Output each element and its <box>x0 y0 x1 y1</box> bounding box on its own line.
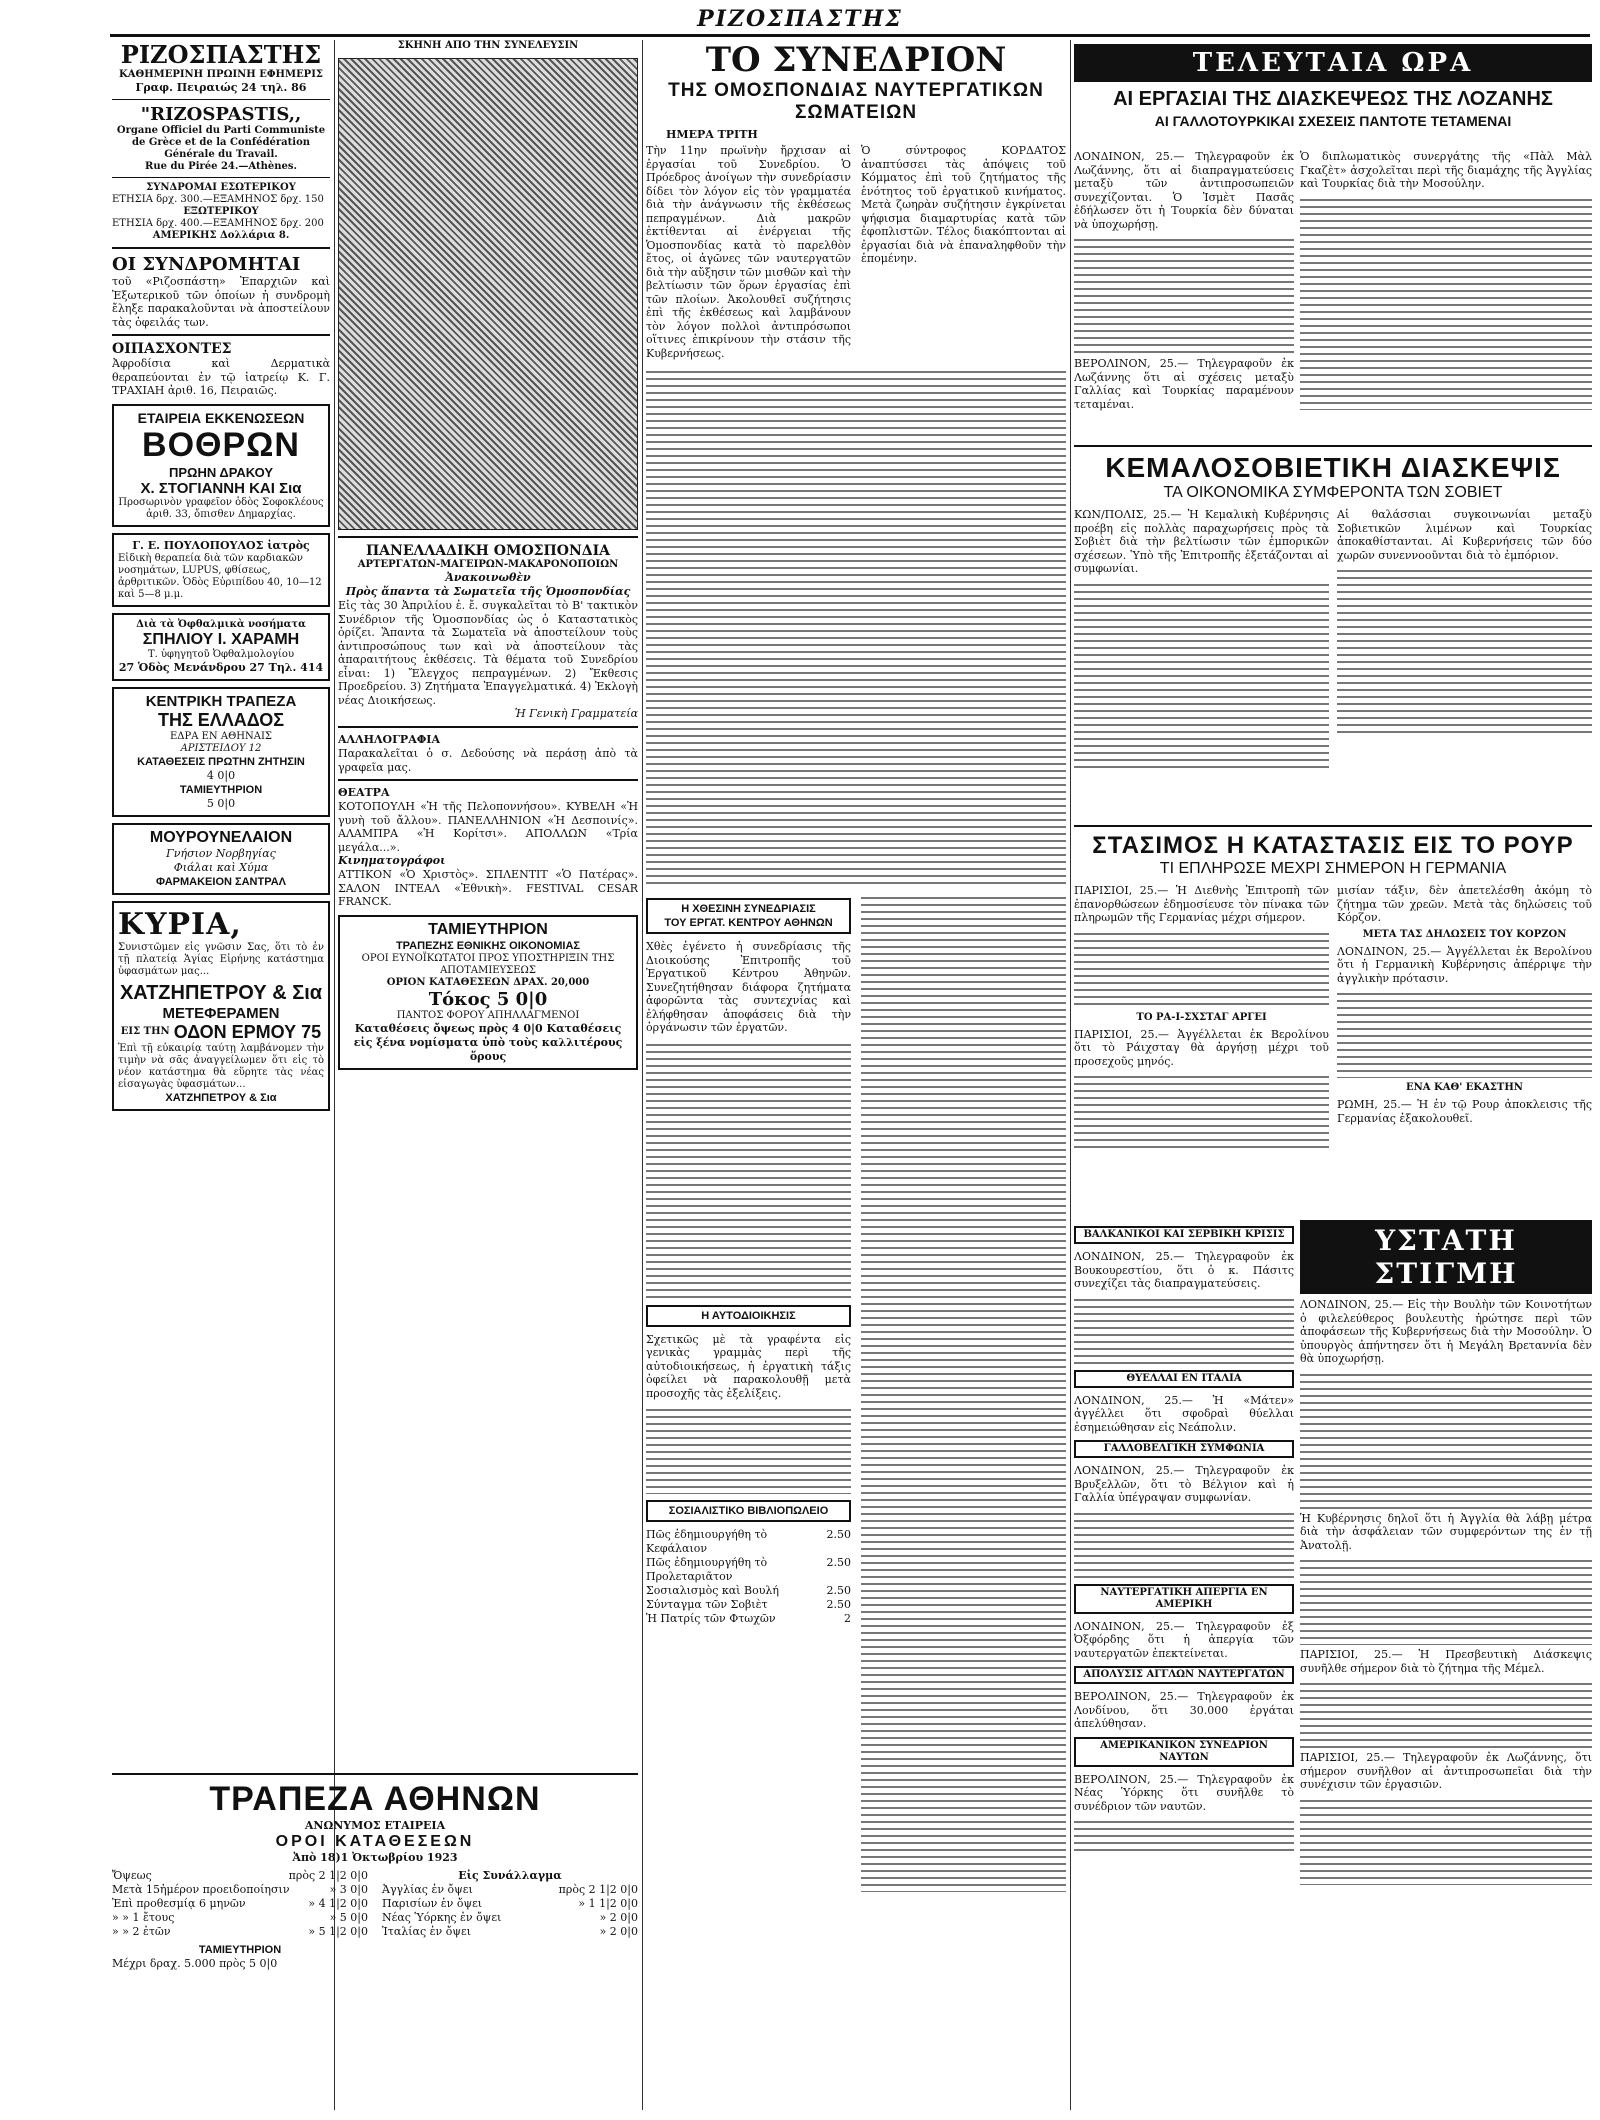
ad-bank-seat: ΕΔΡΑ ΕΝ ΑΘΗΝΑΙΣ <box>169 730 272 742</box>
congress-title: ΤΟ ΣΥΝΕΔΡΙΟΝ <box>705 40 1007 80</box>
labour-centre-head: Η ΧΘΕΣΙΝΗ ΣΥΝΕΔΡΙΑΣΙΣ ΤΟΥ ΕΡΓΑΤ. ΚΕΝΤΡΟΥ ΑΘΗΝΩΝ <box>646 898 851 934</box>
bank-athens-rates <box>112 1869 638 1971</box>
column-rule <box>1070 40 1071 2110</box>
ad-doctor-text: Εἰδικὴ θεραπεία διὰ τῶν καρδιακῶν νοσημάτων, LUPUS, φθίσεως, ἀρθριτικῶν. Ὁδὸς Εὐριπίδου 40, 10—12 καὶ 5—8 μ.μ. <box>118 552 322 600</box>
ad-codliver-name: ΜΟΥΡΟΥΝΕΛΑΙΟΝ <box>149 828 293 846</box>
bank-athens-fx-head: Εἰς Συνάλλαγμα <box>458 1869 562 1882</box>
congress-text2: Ὁ σύντροφος ΚΟΡΔΑΤΟΣ ἀναπτύσσει τὰς ἀπόψεις τοῦ Κόμματος ἐπὶ τοῦ ζητήματος τῆς ἑνότητος τοῦ ἐργατικοῦ κινήματος. Μετὰ ζωηρὰν συζήτησιν ἐγκρίνεται ψήφισμα διαμαρτυρίας κατὰ τῶν ἐφοπλιστῶν. Τέλος διακόπτονται αἱ ἐργασίαι διὰ νὰ ἐπαναληφθοῦν τὴν ἑπομένην. <box>861 144 1066 265</box>
subscriptions-line: ΕΤΗΣΙΑ δρχ. 400.—ΕΞΑΜΗΝΟΣ δρχ. 200 <box>112 218 324 229</box>
divider <box>112 247 330 249</box>
kemal-text: ΚΩΝ/ΠΟΛΙΣ, 25.— Ἡ Κεμαλικὴ Κυβέρνησις προέβη εἰς πολλὰς παραχωρήσεις πρὸς τὰ Σοβιὲτ διὰ τὴν βελτίωσιν τῶν ἐμπορικῶν σχέσεων. Ὑπὸ τῆς Ἐπιτροπῆς ἐξετάζονται αἱ συμφωνίαι. <box>1074 508 1329 575</box>
fed-title: ΠΑΝΕΛΛΑΔΙΚΗ ΟΜΟΣΠΟΝΔΙΑ <box>365 543 611 559</box>
book-row: Ἡ Πατρίς τῶν Φτωχῶν 2 <box>646 1612 851 1625</box>
congress-text-continued <box>646 366 1066 886</box>
ad-eye-address: 27 Ὁδὸς Μενάνδρου 27 Τηλ. 414 <box>118 660 324 674</box>
kemal-body <box>1074 508 1592 769</box>
labour-centre-continued <box>646 1039 851 1299</box>
bookshop-head: ΣΟΣΙΑΛΙΣΤΙΚΟ ΒΙΒΛΙΟΠΩΛΕΙΟ <box>646 1500 851 1522</box>
floods-head: ΘΥΕΛΛΑΙ ΕΝ ΙΤΑΛΙΑ <box>1074 1370 1294 1388</box>
ruhr-text: ΠΑΡΙΣΙΟΙ, 25.— Ἡ Διεθνὴς Ἐπιτροπὴ τῶν ἐπανορθώσεων ἐδημοσίευσε τὸν πίνακα τῶν πληρωμῶν τῆς Γερμανίας μέχρι σήμερον. <box>1074 884 1329 924</box>
ad-doctor <box>112 533 330 607</box>
labour-centre-column <box>646 892 851 1892</box>
ruhr-continued2 <box>1074 1071 1329 1151</box>
ad-eye <box>112 613 330 681</box>
self-government-text: Σχετικῶς μὲ τὰ γραφέντα εἰς γενικὰς γραμμὰς περὶ τῆς αὐτοδιοικήσεως, ἡ ἐργατικὴ τάξις ὀφείλει νὰ παρακολουθῇ μετὰ προσοχῆς τὰς ἐξελίξεις. <box>646 1332 851 1400</box>
layoff-head: ΑΠΟΛΥΣΙΣ ΑΓΓΛΩΝ ΝΑΥΤΕΡΓΑΤΩΝ <box>1074 1666 1294 1684</box>
ad-kyria-text: Συνιστῶμεν εἰς γνῶσιν Σας, ὅτι τὸ ἐν τῇ πλατείᾳ Ἁγίας Εἰρήνης κατάστημα ὑφασμάτων μας... <box>118 941 324 977</box>
subscriptions-head-foreign: ΕΞΩΤΕΡΙΚΟΥ <box>183 206 259 217</box>
column-congress <box>646 40 1066 2110</box>
cinema-text: ΑΤΤΙΚΟΝ «Ὁ Χριστὸς». ΣΠΛΕΝΤΙΤ «Ὁ Πατέρας». ΣΑΛΟΝ ΙΝΤΕΑΛ «Ἐθνικὴ». FESTIVAL CESAR FRANCK. <box>338 868 638 908</box>
ad-bank-rate2: 5 0|0 <box>206 796 236 810</box>
column-lausanne-right <box>1300 150 1592 410</box>
layoff-text: ΒΕΡΟΛΙΝΟΝ, 25.— Τηλεγραφοῦν ἐκ Λονδίνου, ὅτι 30.000 ἐργάται ἀπελύθησαν. <box>1074 1690 1294 1730</box>
congress-subtitle: ΤΗΣ ΟΜΟΣΠΟΝΔΙΑΣ ΝΑΥΤΕΡΓΑΤΙΚΩΝ ΣΩΜΑΤΕΙΩΝ <box>668 80 1044 123</box>
lausanne-text2: ΒΕΡΟΛΙΝΟΝ, 25.— Τηλεγραφοῦν ἐκ Λωζάννης ὅτι αἱ σχέσεις μεταξὺ Γαλλίας καὶ Τουρκίας παραμένουν τεταμέναι. <box>1074 357 1294 411</box>
rate-row: Ἀγγλίας ἐν ὄψει πρὸς 2 1|2 0|0 <box>382 1883 638 1896</box>
kemal-section <box>1074 440 1592 769</box>
kemal-col-right <box>1337 508 1592 769</box>
ruhr-section <box>1074 820 1592 1151</box>
sav-tax: ΠΑΝΤΟΣ ΦΟΡΟΥ ΑΠΗΛΛΑΓΜΕΝΟΙ <box>396 1009 580 1021</box>
kemal-title: ΚΕΜΑΛΟΣΟΒΙΕΤΙΚΗ ΔΙΑΣΚΕΨΙΣ <box>1105 452 1561 483</box>
book-row: Σύνταγμα τῶν Σοβιὲτ 2.50 <box>646 1598 851 1611</box>
paper-latin-title: "RIZOSPASTIS,, <box>140 104 302 125</box>
ad-bank-savings: ΤΑΜΙΕΥΤΗΡΙΟΝ <box>179 783 263 796</box>
divider <box>112 177 330 178</box>
divider <box>338 779 638 781</box>
last-hour-section <box>1074 44 1592 129</box>
ad-eye-head: Διὰ τὰ Ὀφθαλμικὰ νοσήματα <box>136 618 306 630</box>
subscriptions-line: ΑΜΕΡΙΚΗΣ Δολλάρια 8. <box>152 230 290 241</box>
divider <box>338 536 638 538</box>
correspondence-text: Παρακαλεῖται ὁ σ. Δεδούσης νὰ περάσῃ ἀπὸ τὰ γραφεῖα μας. <box>338 747 638 774</box>
theatre-text: ΚΟΤΟΠΟΥΛΗ «Ἡ τῆς Πελοποννήσου». ΚΥΒΕΛΗ «Ἡ γυνὴ τοῦ ἄλλου». ΠΑΝΕΛΛΗΝΙΟΝ «Ἡ Δεσποινίς». ΑΛΑΜΠΡΑ «Ἡ Κορίτσι». ΑΠΟΛΛΩΝ «Τρία μεγάλα...». <box>338 800 638 854</box>
column-last-moment <box>1300 1220 1592 2110</box>
sav-title: ΤΑΜΙΕΥΤΗΡΙΟΝ <box>428 920 548 938</box>
last-moment-continued4 <box>1300 1795 1592 1885</box>
rate-row: Παρισίων ἐν ὄψει » 1 1|2 0|0 <box>382 1897 638 1910</box>
ad-bank-athens <box>112 1768 638 1971</box>
ad-hatzi-sign: ΧΑΤΖΗΠΕΤΡΟΥ & Σια <box>165 1091 277 1104</box>
subscribers-text: τοῦ «Ριζοσπάστη» Ἐπαρχιῶν καὶ Ἐξωτερικοῦ τῶν ὁποίων ἡ συνδρομὴ ἔληξε παρακαλοῦνται νὰ ἀποστείλουν τὰς ὀφειλάς των. <box>112 275 330 329</box>
lausanne-right-text: Ὁ διπλωματικὸς συνεργάτης τῆς «Πὰλ Μὰλ Γκαζὲτ» ἀσχολεῖται περὶ τῆς διαμάχης τῆς Ἀγγλίας καὶ Τουρκίας διὰ τὴν Μοσούλην. <box>1300 150 1592 190</box>
last-hour-subhead: ΑΙ ΓΑΛΛΟΤΟΥΡΚΙΚΑΙ ΣΧΕΣΕΙΣ ΠΑΝΤΟΤΕ ΤΕΤΑΜΕΝΑΙ <box>1154 113 1512 129</box>
last-hour-banner: ΤΕΛΕΥΤΑΙΑ ΩΡΑ <box>1074 44 1592 82</box>
last-moment-continued3 <box>1300 1678 1592 1748</box>
last-hour-headline: ΑΙ ΕΡΓΑΣΙΑΙ ΤΗΣ ΔΙΑΣΚΕΨΕΩΣ ΤΗΣ ΛΟΖΑΝΗΣ <box>1113 88 1553 110</box>
rate-row: Μετὰ 15ἡμέρον προειδοποίησιν » 3 0|0 <box>112 1883 368 1896</box>
ad-vothron-title: ΒΟΘΡΩΝ <box>142 425 300 464</box>
paper-latin-address: Rue du Pirée 24.—Athènes. <box>145 161 297 172</box>
fed-announcement2: Πρὸς ἅπαντα τὰ Σωματεῖα τῆς Ὁμοσπονδίας <box>345 585 631 598</box>
rate-row: Νέας Ὑόρκης ἐν ὄψει » 2 0|0 <box>382 1911 638 1924</box>
daily-head: ΕΝΑ ΚΑΘ' ΕΚΑΣΤΗΝ <box>1406 1082 1523 1093</box>
ad-codliver-sub2: Φιάλαι καὶ Χύμα <box>173 860 269 874</box>
kemal-col-left <box>1074 508 1329 769</box>
ad-kyria: ΚΥΡΙΑ, <box>118 906 242 942</box>
balkan-continued <box>1074 1294 1294 1364</box>
bank-athens-deposits <box>112 1869 368 1971</box>
congress-day: ΗΜΕΡΑ ΤΡΙΤΗ <box>666 128 758 141</box>
ad-bank-deposits: ΚΑΤΑΘΕΣΕΙΣ ΠΡΩΤΗΝ ΖΗΤΗΣΙΝ <box>137 755 305 768</box>
ad-proin: ΠΡΩΗΝ ΔΡΑΚΟΥ <box>168 464 274 480</box>
lausanne-text1: ΛΟΝΔΙΝΟΝ, 25.— Τηλεγραφοῦν ἐκ Λωζάννης, ὅτι αἱ διαπραγματεύσεις μεταξὺ τῶν ἀντιπροσωπειῶν συνεχίζονται. Ὁ Ἰσμὲτ Πασᾶς ἐδήλωσεν ὅτι ἡ Τουρκία δὲν δύναται νὰ ὑποχωρήσῃ. <box>1074 150 1294 231</box>
sav-bank: ΤΡΑΠΕΖΗΣ ΕΘΝΙΚΗΣ ΟΙΚΟΝΟΜΙΑΣ <box>395 939 581 952</box>
bank-athens-savings: ΤΑΜΙΕΥΤΗΡΙΟΝ <box>198 1944 282 1956</box>
korzon-continued <box>1337 988 1592 1078</box>
book-row: Πῶς ἐδημιουργήθη τὸ Κεφάλαιον 2.50 <box>646 1528 851 1555</box>
opiasontes-head: ΟΙΠΑΣΧΟΝΤΕΣ <box>112 341 232 357</box>
ad-hatzi-name: ΧΑΤΖΗΠΕΤΡΟΥ & Σια <box>119 981 323 1004</box>
congress-continued-column <box>861 892 1066 1892</box>
floods-text: ΛΟΝΔΙΝΟΝ, 25.— Ἡ «Μάτεν» ἀγγέλλει ὅτι σφοδραὶ θύελλαι ἐσημειώθησαν εἰς Νεάπολιν. <box>1074 1393 1294 1434</box>
bank-athens-sub: ΑΝΩΝΥΜΟΣ ΕΤΑΙΡΕΙΑ <box>304 1819 446 1832</box>
ruhr-col-right <box>1337 884 1592 1151</box>
ad-odon-row <box>118 1022 324 1043</box>
ad-central-bank <box>112 687 330 817</box>
sav-terms: ΟΡΟΙ ΕΥΝΟΪΚΩΤΑΤΟΙ ΠΡΟΣ ΥΠΟΣΤΗΡΙΞΙΝ ΤΗΣ ΑΠΟΤΑΜΙΕΥΣΕΩΣ <box>361 952 615 976</box>
ruhr-title: ΣΤΑΣΙΜΟΣ Η ΚΑΤΑΣΤΑΣΙΣ ΕΙΣ ΤΟ ΡΟΥΡ <box>1092 832 1574 859</box>
last-moment-banner: ΥΣΤΑΤΗ ΣΤΙΓΜΗ <box>1300 1220 1592 1294</box>
divider <box>1074 445 1592 447</box>
last-moment-text: ΛΟΝΔΙΝΟΝ, 25.— Εἰς τὴν Βουλὴν τῶν Κοινοτήτων ὁ φιλελεύθερος βουλευτὴς ἠρώτησε περὶ τῶν ἀποφάσεων τῆς Κυβερνήσεως διὰ τὴν Μοσούλην. Ὁ ὑπουργὸς ἀπήντησεν ὅτι ἡ Μεγάλη Βρεταννία δὲν θὰ ὑποχωρήσῃ. <box>1300 1298 1592 1365</box>
ad-bank-address: ΑΡΙΣΤΕΙΔΟΥ 12 <box>180 742 262 754</box>
ad-stogianni-text: Προσωρινὸν γραφεῖον ὁδὸς Σοφοκλέους ἀριθ. 33, ὄπισθεν Δημαρχίας. <box>118 496 324 520</box>
ad-doctor-name: Γ. Ε. ΠΟΥΛΟΠΟΥΛΟΣ ἰατρὸς <box>132 538 310 552</box>
ad-stogianni: Χ. ΣΤΟΓΙΑΝΝΗ ΚΑΙ Σια <box>140 479 302 497</box>
self-government-continued <box>646 1404 851 1494</box>
fed-sign: Ἡ Γενικὴ Γραμματεία <box>514 707 638 720</box>
ad-eis-thn: ΕΙΣ ΤΗΝ <box>120 1026 170 1037</box>
last-moment-text3: ΠΑΡΙΣΙΟΙ, 25.— Ἡ Πρεσβευτικὴ Διάσκεψις συνῆλθε σήμερον διὰ τὸ ζήτημα τῆς Μέμελ. <box>1300 1648 1592 1675</box>
bank-athens-title: ΤΡΑΠΕΖΑ ΑΘΗΝΩΝ <box>209 1780 541 1818</box>
ad-odon: ΟΔΟΝ ΕΡΜΟΥ 75 <box>173 1021 322 1042</box>
fed-announcement: Ἀνακοινωθὲν <box>445 571 531 584</box>
ad-etaireia: ΕΤΑΙΡΕΙΑ ΕΚΚΕΝΩΣΕΩΝ <box>137 409 305 426</box>
congress-continued-text <box>861 892 1066 1892</box>
divider <box>112 334 330 336</box>
american-congress-continued <box>1074 1816 1294 1856</box>
ad-eye-sub: Τ. ὑφηγητοῦ Ὀφθαλμολογίου <box>147 648 295 660</box>
ruhr-col-left <box>1074 884 1329 1151</box>
korzon-text: ΛΟΝΔΙΝΟΝ, 25.— Ἀγγέλλεται ἐκ Βερολίνου ὅτι ἡ Γερμανικὴ Κυβέρνησις ἀπέρριψε τὴν ἀγγλικὴν πρότασιν. <box>1337 944 1592 985</box>
book-row: Σοσιαλισμὸς καὶ Βουλή 2.50 <box>646 1584 851 1597</box>
ruhr-subtitle: ΤΙ ΕΠΛΗΡΩΣΕ ΜΕΧΡΙ ΣΗΜΕΡΟΝ Η ΓΕΡΜΑΝΙΑ <box>1159 860 1507 877</box>
paper-title: ΡΙΖΟΣΠΑΣΤΗΣ <box>120 40 322 69</box>
subscriptions-line: ΕΤΗΣΙΑ δρχ. 300.—ΕΞΑΜΗΝΟΣ δρχ. 150 <box>112 194 324 205</box>
ad-codliver-pharmacy: ΦΑΡΜΑΚΕΙΟΝ ΣΑΝΤΡΑΛ <box>155 875 287 888</box>
masthead-rule <box>110 34 1590 37</box>
american-congress-text: ΒΕΡΟΛΙΝΟΝ, 25.— Τηλεγραφοῦν ἐκ Νέας Ὑόρκης ὅτι συνῆλθε τὸ συνέδριον τῶν ναυτῶν. <box>1074 1772 1294 1813</box>
rate-row: » » 2 ἐτῶν » 5 1|2 0|0 <box>112 1925 368 1938</box>
column-short-news <box>1074 1220 1294 2110</box>
ad-bank-name2: ΤΗΣ ΕΛΛΑΔΟΣ <box>157 709 285 730</box>
ad-metefer: ΜΕΤΕΦΕΡΑΜΕΝ <box>162 1004 280 1022</box>
franco-belgian-head: ΓΑΛΛΟΒΕΛΓΙΚΗ ΣΥΜΦΩΝΙΑ <box>1074 1440 1294 1458</box>
masthead: ΡΙΖΟΣΠΑΣΤΗΣ <box>697 6 903 32</box>
congress-body <box>646 144 1066 360</box>
correspondence-head: ΑΛΛΗΛΟΓΡΑΦΙΑ <box>338 733 440 746</box>
congress-text1: Τὴν 11ην πρωϊνὴν ἤρχισαν αἱ ἐργασίαι τοῦ Συνεδρίου. Ὁ Πρόεδρος ἀνοίγων τὴν συνεδρίασιν δίδει τὸν λόγον εἰς τὸν γραμματέα διὰ τὴν ἀνάγνωσιν τῆς ἐκθέσεως πεπραγμένων. Διὰ μακρῶν ἐκτίθενται αἱ ἐνέργειαι τῆς Ὁμοσπονδίας κατὰ τὸ παρελθὸν ἔτος, οἱ ἀγῶνες τῶν ναυτεργατῶν διὰ τὴν αὔξησιν τῶν μισθῶν καὶ τὴν βελτίωσιν τῶν ὅρων ἐργασίας ἐπὶ τῶν πλοίων. Ἀκολουθεῖ συζήτησις ἐπὶ τῆς ἐκθέσεως καὶ λαμβάνουν τὸν λόγον πολλοὶ ἀντιπρόσωποι οἵτινες ἐπικρίνουν τὴν στάσιν τῆς Κυβερνήσεως. <box>646 144 851 360</box>
rate-row: Ἰταλίας ἐν ὄψει » 2 0|0 <box>382 1925 638 1938</box>
photo-caption: ΣΚΗΝΗ ΑΠΟ ΤΗΝ ΣΥΝΕΛΕΥΣΙΝ <box>397 40 579 51</box>
congress-photo <box>338 58 638 530</box>
bank-athens-terms: ΟΡΟΙ ΚΑΤΑΘΕΣΕΩΝ <box>275 1833 475 1850</box>
divider <box>1074 825 1592 827</box>
lausanne-continued <box>1074 234 1294 354</box>
subscriptions-head: ΣΥΝΔΡΟΜΑΙ ΕΣΩΤΕΡΙΚΟΥ <box>146 182 296 193</box>
divider <box>112 1773 638 1775</box>
bank-athens-fx <box>382 1869 638 1971</box>
bank-athens-savings-line: Μέχρι δραχ. 5.000 πρὸς 5 0|0 <box>112 1957 278 1970</box>
fed-subtitle: ΑΡΤΕΡΓΑΤΩΝ-ΜΑΓΕΙΡΩΝ-ΜΑΚΑΡΟΝΟΠΟΙΩΝ <box>357 559 619 570</box>
lausanne-right-continued <box>1300 194 1592 411</box>
rate-row: Ὄψεως πρὸς 2 1|2 0|0 <box>112 1869 368 1882</box>
us-strike-head: ΝΑΥΤΕΡΓΑΤΙΚΗ ΑΠΕΡΓΙΑ ΕΝ ΑΜΕΡΙΚΗ <box>1074 1584 1294 1614</box>
kemal-right-text: Αἱ θαλάσσιαι συγκοινωνίαι μεταξὺ Σοβιετικῶν λιμένων καὶ Τουρκίας ἀποκαθίστανται. Αἱ Κυβερνήσεις τῶν δύο χωρῶν συνεννοοῦνται διὰ τὸ ἐμπόριον. <box>1337 508 1592 562</box>
book-row: Πῶς ἐδημιουργήθη τὸ Προλεταριᾶτον 2.50 <box>646 1556 851 1583</box>
theatre-head: ΘΕΑΤΡΑ <box>338 786 390 799</box>
ruhr-note: ΤΟ ΡΑ-Ι-ΣΧΣΤΑΓ ΑΡΓΕΙ <box>1136 1011 1267 1023</box>
sav-rate: Τόκος 5 0|0 <box>428 988 548 1010</box>
congress-lower <box>646 892 1066 1892</box>
fed-text: Εἰς τὰς 30 Ἀπριλίου ἐ. ἔ. συγκαλεῖται τὸ Β' τακτικὸν Συνέδριον τῆς Ὁμοσπονδίας ὡς ὁ Καταστατικὸς ὁρίζει. Ἅπαντα τὰ Σωματεῖα νὰ ἀποστείλουν τοὺς ἀντιπροσώπους των καὶ νὰ ἀποστείλουν τὰς ἀπαραιτήτους ἐκθέσεις. Τὰ θέματα τοῦ Συνεδρίου εἶναι: 1) Ἔλεγχος πεπραγμένων. 2) Ἔκθεσις Προεδρείου. 3) Ζητήματα Ἐπαγγελματικά. 4) Ἐκλογὴ νέας Διοικήσεως. <box>338 599 638 707</box>
last-moment-text2: Ἡ Κυβέρνησις δηλοῖ ὅτι ἡ Ἀγγλία θὰ λάβῃ μέτρα διὰ τὴν ἀσφάλειαν τῶν συμφερόντων της ἐν τῇ Ἀνατολῇ. <box>1300 1511 1592 1552</box>
ad-hatzi-text: Ἐπὶ τῇ εὐκαιρίᾳ ταύτῃ λαμβάνομεν τὴν τιμὴν νὰ σᾶς ἀναγγείλωμεν ὅτι εἰς τὸ νέον κατάστημα θὰ εὕρητε τὰς νέας εἰσαγωγὰς ὑφασμάτων... <box>118 1042 324 1090</box>
labour-centre-text: Χθὲς ἐγένετο ἡ συνεδρίασις τῆς Διοικούσης Ἐπιτροπῆς τοῦ Ἐργατικοῦ Κέντρου Ἀθηνῶν. Συνεζητήθησαν διάφορα ζητήματα ἀφορῶντα τὰς συντεχνίας καὶ ἐλήφθησαν ἀποφάσεις διὰ τὴν ὀργάνωσιν τῶν ἐργατῶν. <box>646 940 851 1034</box>
kemal-continued <box>1074 579 1329 769</box>
ad-bank-name: ΚΕΝΤΡΙΚΗ ΤΡΑΠΕΖΑ <box>145 692 297 710</box>
ad-bank-rate: 4 0|0 <box>206 768 236 782</box>
sav-note: Καταθέσεις ὄψεως πρὸς 4 0|0 Καταθέσεις εἰς ξένα νομίσματα ὑπὸ τοὺς καλλιτέρους ὅρους <box>353 1021 623 1063</box>
paper-subtitle: ΚΑΘΗΜΕΡΙΝΗ ΠΡΩΙΝΗ ΕΦΗΜΕΡΙΣ <box>119 69 323 80</box>
bank-athens-from: Ἀπὸ 18)1 Ὀκτωβρίου 1923 <box>292 1851 458 1864</box>
sav-limit: ΟΡΙΟΝ ΚΑΤΑΘΕΣΕΩΝ ΔΡΑΧ. 20,000 <box>386 976 590 988</box>
rate-row: Ἐπὶ προθεσμίᾳ 6 μηνῶν » 4 1|2 0|0 <box>112 1897 368 1910</box>
cinema-head: Κινηματογράφοι <box>338 854 446 867</box>
last-moment-continued2 <box>1300 1555 1592 1645</box>
franco-belgian-continued <box>1074 1508 1294 1578</box>
divider <box>338 726 638 728</box>
ruhr-body <box>1074 884 1592 1151</box>
franco-belgian-text: ΛΟΝΔΙΝΟΝ, 25.— Τηλεγραφοῦν ἐκ Βρυξελλῶν, ὅτι τὸ Βέλγιον καὶ ἡ Γαλλία ὑπέγραψαν συμφωνίαν. <box>1074 1464 1294 1504</box>
paper-address: Γραφ. Πειραιώς 24 τηλ. 86 <box>135 81 307 94</box>
subscribers-head: ΟΙ ΣΥΝΔΡΟΜΗΤΑΙ <box>112 254 301 275</box>
ad-codliver-sub: Γνήσιον Νορβηγίας <box>166 846 276 860</box>
ad-hatzipetrou <box>112 901 330 1111</box>
kemal-right-continued <box>1337 565 1592 735</box>
balkan-head: ΒΑΛΚΑΝΙΚΟΙ ΚΑΙ ΣΕΡΒΙΚΗ ΚΡΙΣΙΣ <box>1074 1226 1294 1244</box>
rate-row: » » 1 ἔτους » 5 0|0 <box>112 1911 368 1924</box>
paper-latin-subtitle: Organe Officiel du Parti Communiste de Grèce et de la Confédération Générale du Travail. <box>116 125 326 160</box>
ad-savings-bank <box>338 915 638 1070</box>
korzon-head: ΜΕΤΑ ΤΑΣ ΔΗΛΩΣΕΙΣ ΤΟΥ ΚΟΡΖΟΝ <box>1362 928 1567 940</box>
ad-vothron <box>112 404 330 527</box>
column-rule <box>642 40 643 2110</box>
divider <box>112 99 330 100</box>
last-moment-continued <box>1300 1369 1592 1509</box>
daily-text: ΡΩΜΗ, 25.— Ἡ ἐν τῷ Ρουρ ἀποκλεισις τῆς Γερμανίας ἐξακολουθεῖ. <box>1337 1098 1592 1125</box>
ruhr-right-text: μισίαν τάξιν, δὲν ἀπετελέσθη ἀκόμη τὸ ζήτημα τῶν χρεῶν. Μετὰ τὰς δηλώσεις τοῦ Κόρζον. <box>1337 884 1592 924</box>
opiasontes-text: Ἀφροδίσια καὶ Δερματικὰ θεραπεύονται ἐν τῷ ἰατρείῳ Κ. Γ. ΤΡΑΧΙΑΗ ἀριθ. 16, Πειραιῶς. <box>112 357 330 397</box>
american-congress-head: ΑΜΕΡΙΚΑΝΙΚΟΝ ΣΥΝΕΔΡΙΟΝ ΝΑΥΤΩΝ <box>1074 1737 1294 1767</box>
ruhr-continued <box>1074 928 1329 1008</box>
ad-codliver <box>112 823 330 895</box>
us-strike-text: ΛΟΝΔΙΝΟΝ, 25.— Τηλεγραφοῦν ἐξ Ὀξφόρδης ὅτι ἡ ἀπεργία τῶν ναυτεργατῶν ἐπεκτείνεται. <box>1074 1619 1294 1660</box>
ruhr-text2: ΠΑΡΙΣΙΟΙ, 25.— Ἀγγέλλεται ἐκ Βερολίνου ὅτι τὸ Ράιχσταγ θὰ ἀργήσῃ μέχρι τοῦ προσεχοῦς μηνός. <box>1074 1027 1329 1068</box>
ad-eye-name: ΣΠΗΛΙΟΥ Ι. ΧΑΡΑΜΗ <box>142 630 300 648</box>
balkan-text: ΛΟΝΔΙΝΟΝ, 25.— Τηλεγραφοῦν ἐκ Βουκουρεστίου, ὅτι ὁ κ. Πάσιτς συνεχίζει τὰς διαπραγματεύσεις. <box>1074 1250 1294 1290</box>
self-government-head: Η ΑΥΤΟΔΙΟΙΚΗΣΙΣ <box>646 1305 851 1327</box>
kemal-subtitle: ΤΑ ΟΙΚΟΝΟΜΙΚΑ ΣΥΜΦΕΡΟΝΤΑ ΤΩΝ ΣΟΒΙΕΤ <box>1163 484 1503 501</box>
last-moment-text4: ΠΑΡΙΣΙΟΙ, 25.— Τηλεγραφοῦν ἐκ Λωζάννης, ὅτι σήμερον συνῆλθον αἱ ἀντιπροσωπεῖαι διὰ τὴν συνέχισιν τῶν ἐργασιῶν. <box>1300 1751 1592 1791</box>
